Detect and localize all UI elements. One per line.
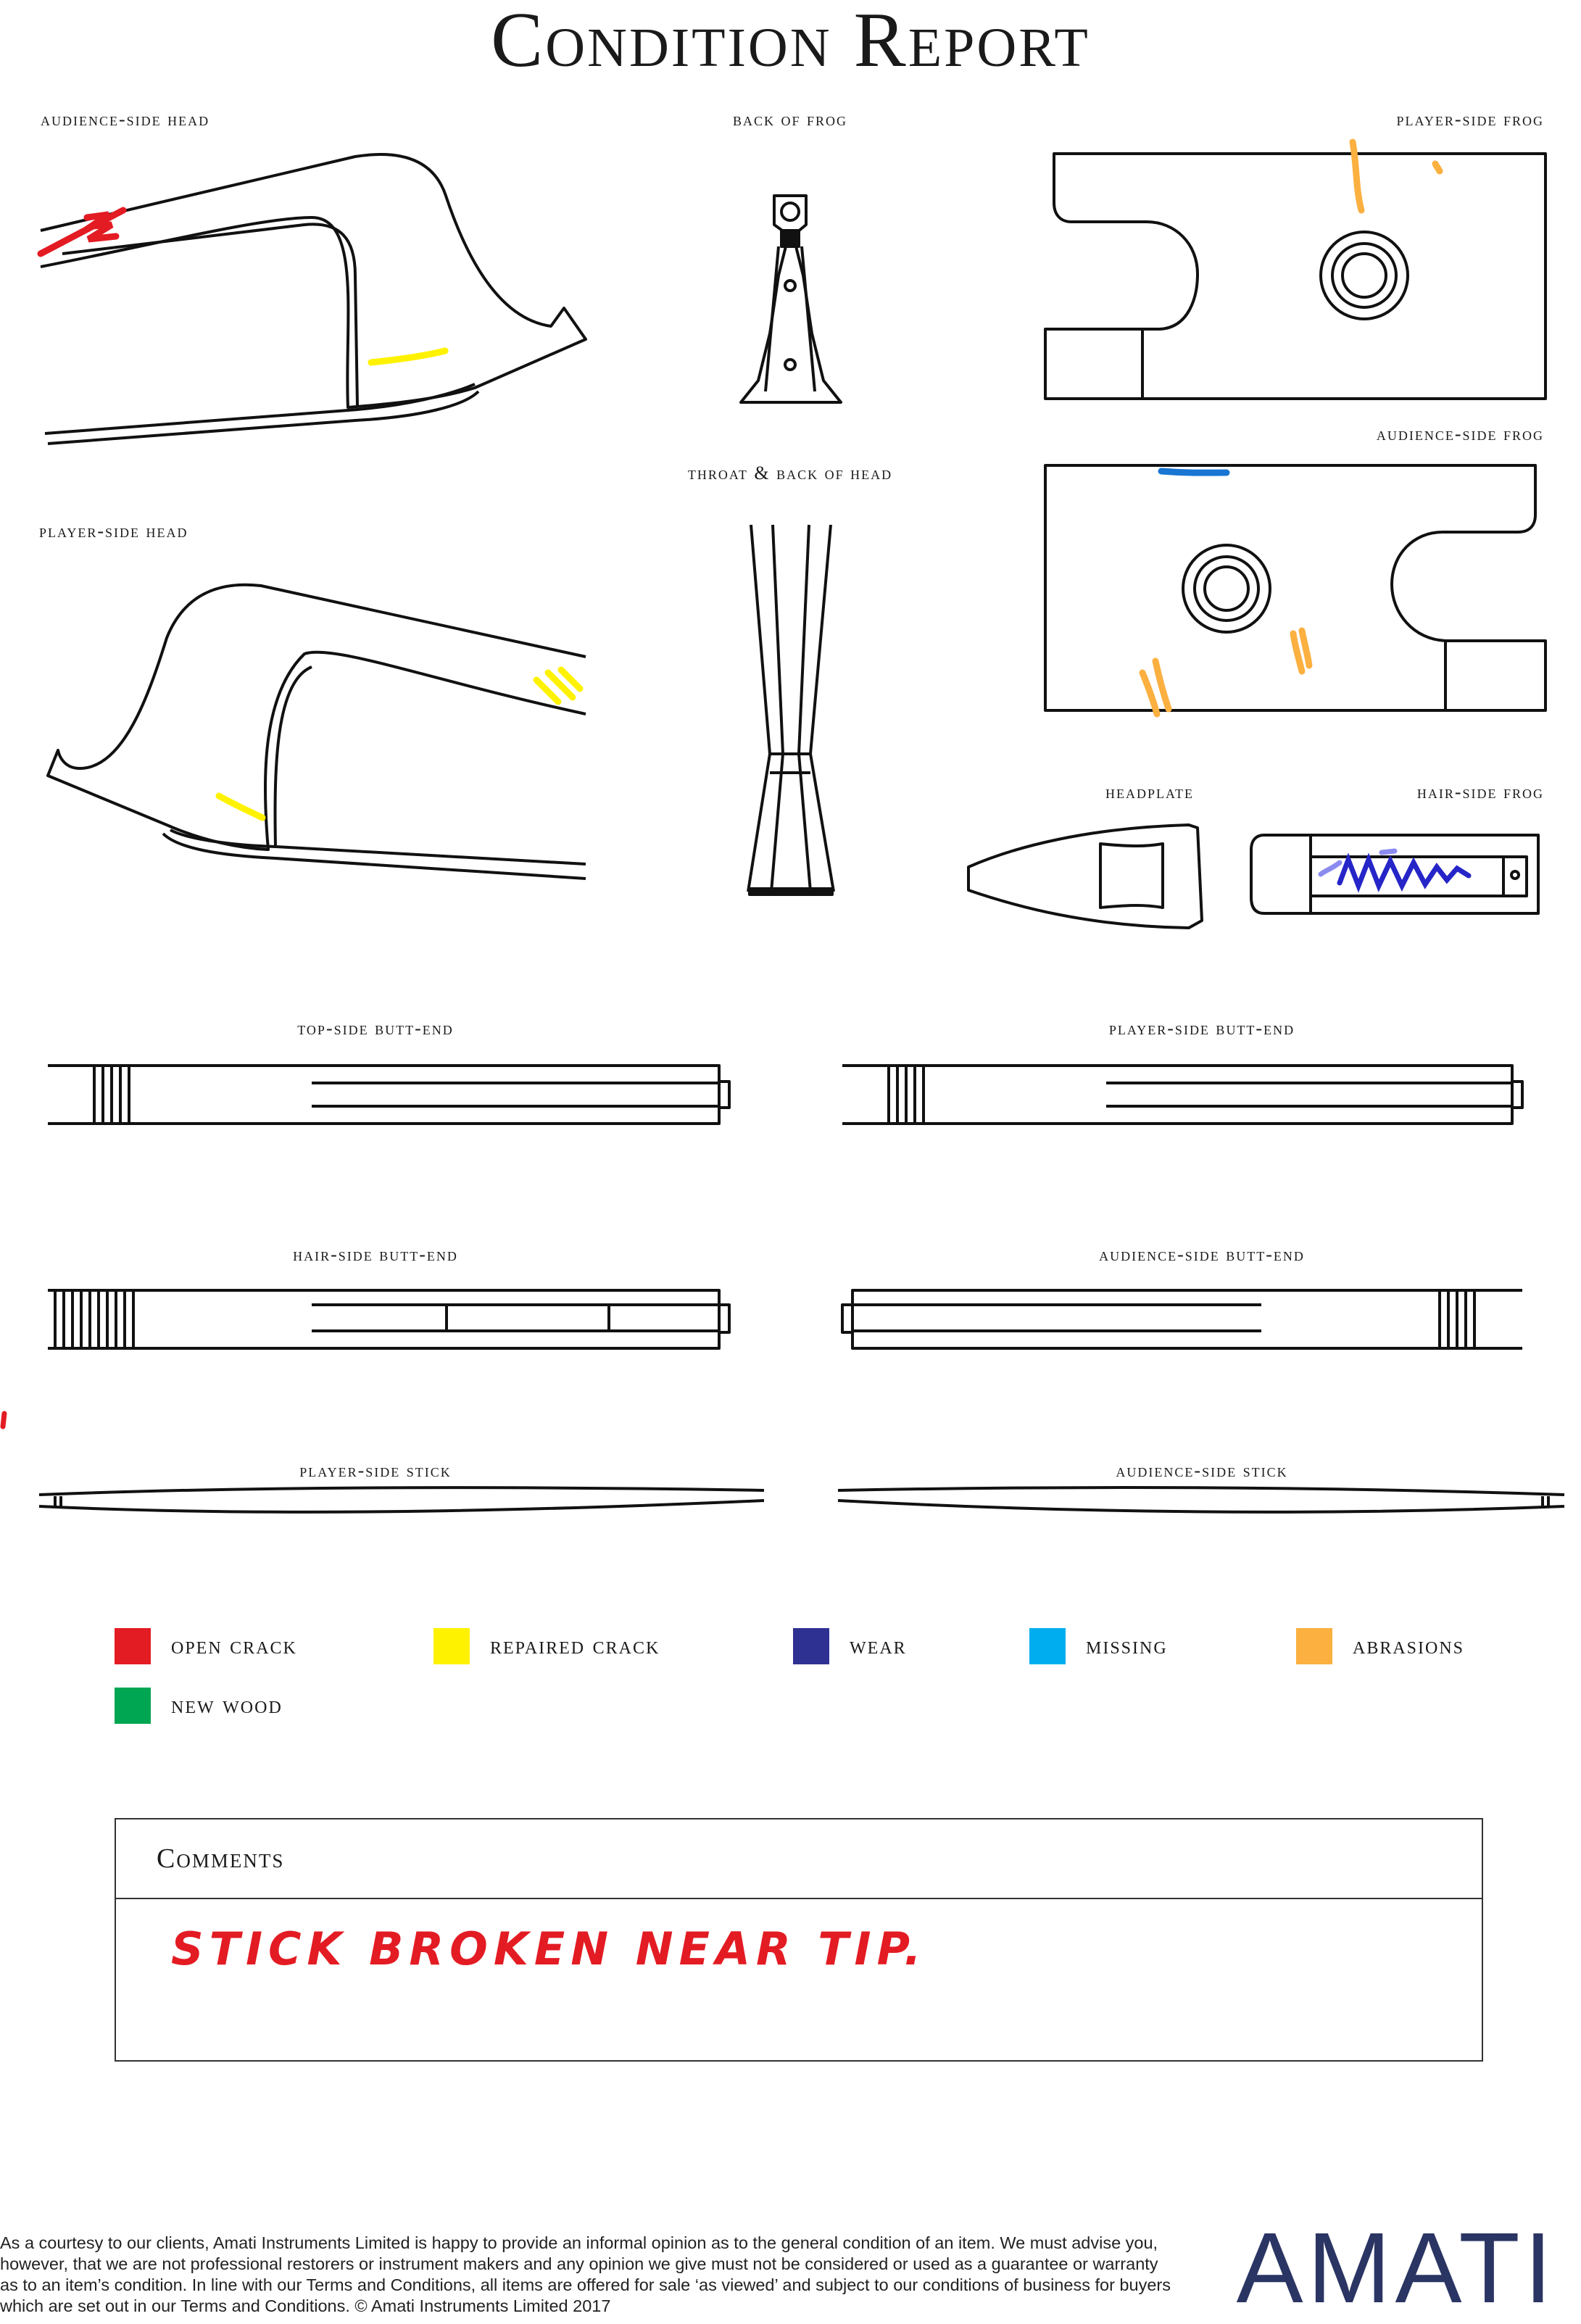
player-side-frog-drawing: [1045, 154, 1545, 399]
legend-wear: [793, 1628, 907, 1664]
legend-swatch: [115, 1688, 151, 1724]
legend-new-wood: [115, 1688, 283, 1724]
legend-missing: [1029, 1628, 1168, 1664]
legend-swatch: [793, 1628, 829, 1664]
legend-label: abrasions: [1353, 1632, 1465, 1659]
legend-label: new wood: [171, 1692, 283, 1719]
comments-text[interactable]: STICK BROKEN NEAR TIP.: [171, 1922, 927, 1975]
label-audience-side-butt-end: audience-side butt-end: [1099, 1244, 1305, 1265]
audience-side-head-drawing: [41, 154, 586, 444]
label-audience-side-stick: audience-side stick: [1116, 1460, 1288, 1481]
label-headplate: headplate: [1105, 781, 1194, 802]
throat-back-of-head-drawing: [748, 525, 834, 895]
open-crack-mark: [3, 1414, 4, 1427]
label-top-side-butt-end: top-side butt-end: [297, 1018, 454, 1039]
label-player-side-stick: player-side stick: [299, 1460, 452, 1481]
amati-logo: AMATI: [1236, 2212, 1556, 2324]
repaired-crack-mark: [219, 796, 262, 818]
audience-side-stick-drawing: [838, 1487, 1564, 1512]
audience-side-butt-end-drawing: [842, 1290, 1522, 1348]
label-back-of-frog: back of frog: [732, 109, 848, 130]
legend-repaired-crack: [433, 1628, 660, 1664]
page-title: Condition Report: [491, 0, 1090, 83]
top-side-butt-end-drawing: [48, 1066, 729, 1124]
back-of-frog-drawing: [741, 196, 841, 402]
legend-label: missing: [1086, 1632, 1168, 1659]
legend-label: repaired crack: [490, 1632, 660, 1659]
damage-markings: [3, 142, 1469, 1427]
label-player-side-butt-end: player-side butt-end: [1108, 1018, 1295, 1039]
label-audience-side-head: audience-side head: [41, 109, 210, 130]
legend-swatch: [433, 1628, 470, 1664]
legend-label: wear: [850, 1632, 907, 1659]
abrasion-mark: [1142, 661, 1169, 714]
audience-side-frog-drawing: [1045, 465, 1545, 710]
comments-box: [115, 1818, 1483, 2062]
label-player-side-frog: player-side frog: [1396, 109, 1544, 130]
legend-swatch: [1029, 1628, 1066, 1664]
legend-open-crack: [115, 1628, 297, 1664]
repaired-crack-mark: [536, 670, 580, 702]
label-audience-side-frog: audience-side frog: [1376, 423, 1544, 444]
label-hair-side-butt-end: hair-side butt-end: [293, 1244, 458, 1265]
player-side-stick-drawing: [39, 1487, 764, 1512]
wear-mark: [1161, 471, 1227, 473]
comments-heading: Comments: [116, 1819, 1482, 1899]
legend-swatch: [115, 1628, 151, 1664]
player-side-butt-end-drawing: [842, 1066, 1522, 1124]
label-throat-back-of-head: throat & back of head: [687, 462, 893, 484]
abrasion-mark: [1435, 164, 1440, 171]
headplate-drawing: [968, 825, 1202, 928]
label-player-side-head: player-side head: [39, 520, 188, 541]
legend-label: open crack: [171, 1632, 297, 1659]
wear-mark: [1340, 860, 1469, 886]
disclaimer-text: As a courtesy to our clients, Amati Instruments Limited is happy to provide an informal opinion as to the general condition of an item. We must advise you, however, that we are not professional restorers or instrument makers and any opinion we give must not be considered or used as a guarantee or warranty as to an item’s condition. In line with our Terms and Conditions, all items are offered for sale ‘as viewed’ and subject to our conditions of business for buyers which are set out in our Terms and Conditions. © Amati Instruments Limited 2017: [0, 2233, 1171, 2315]
label-hair-side-frog: hair-side frog: [1416, 781, 1544, 802]
legend-abrasions: [1296, 1628, 1464, 1664]
player-side-head-drawing: [48, 585, 586, 879]
abrasion-mark: [1293, 631, 1309, 671]
repaired-crack-mark: [371, 351, 445, 362]
hair-side-butt-end-drawing: [48, 1290, 729, 1348]
legend-swatch: [1296, 1628, 1332, 1664]
